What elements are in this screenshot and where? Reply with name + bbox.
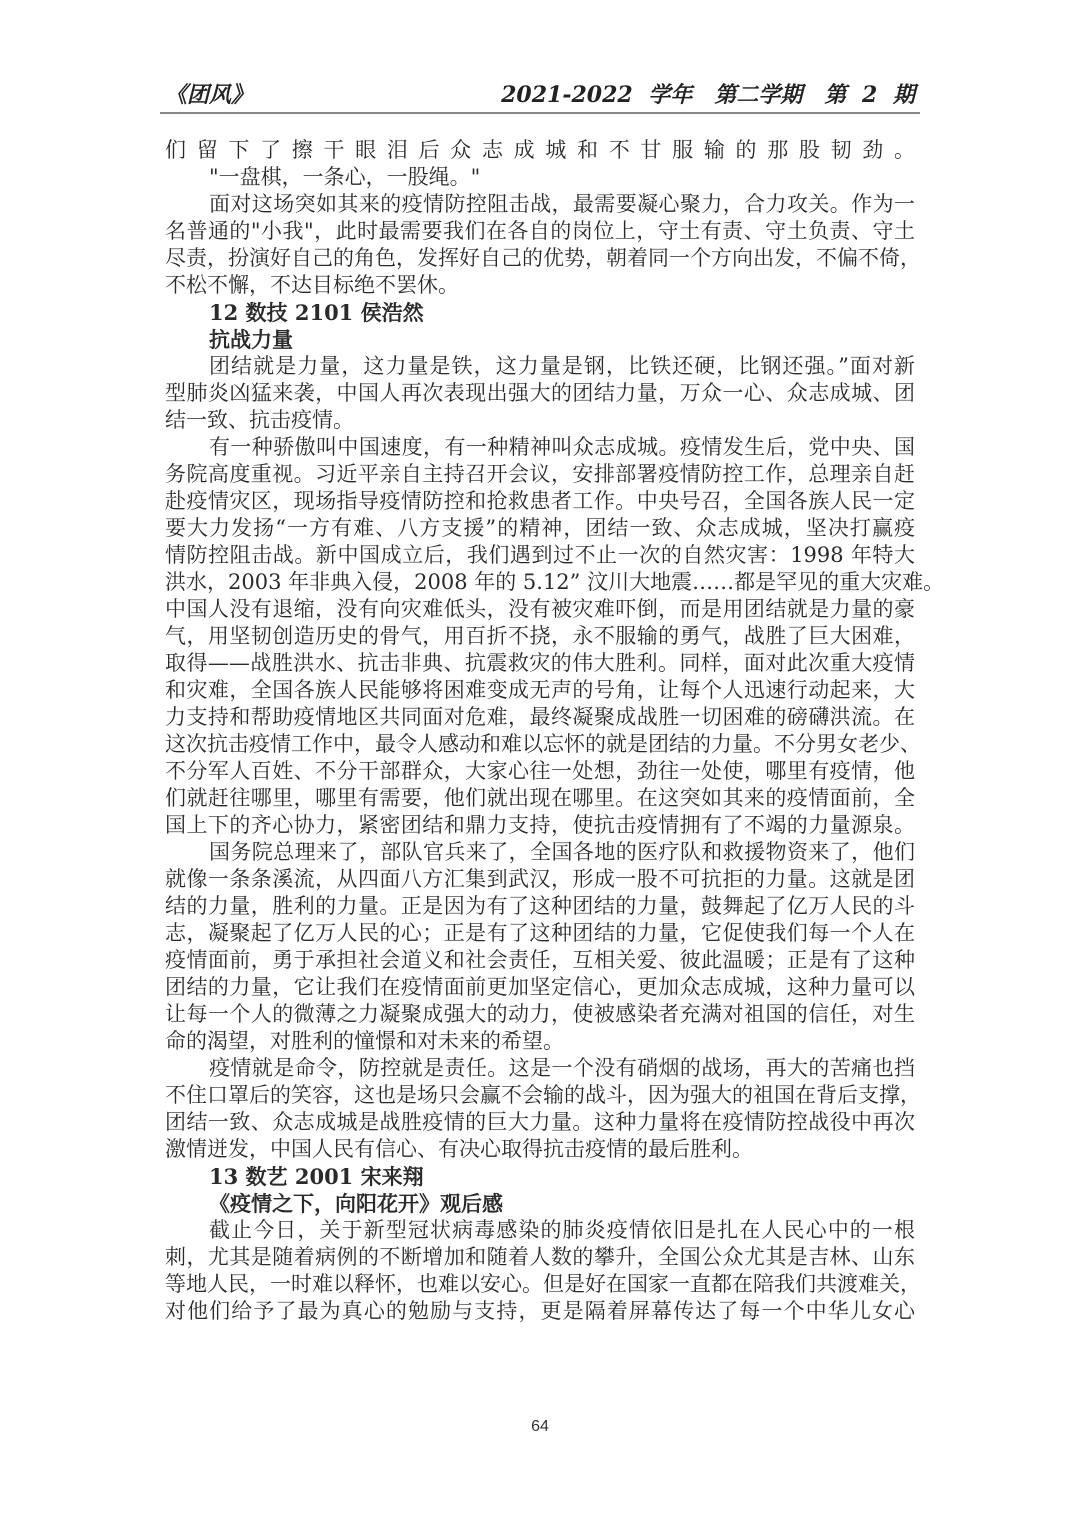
text-line: 国上下的齐心协力，紧密团结和鼎力支持，使抗击疫情拥有了不竭的力量源泉。 bbox=[165, 813, 915, 837]
article-title: 《疫情之下，向阳花开》观后感 bbox=[209, 1191, 503, 1216]
issue-info: 2021-2022 学年 第二学期 第 2 期 bbox=[501, 82, 915, 108]
text-line: 气，用坚韧创造历史的骨气，用百折不挠，永不服输的勇气，战胜了巨大困难， bbox=[165, 624, 915, 648]
article-title: 抗战力量 bbox=[209, 327, 293, 352]
text-line: 型肺炎凶猛来袭，中国人再次表现出强大的团结力量，万众一心、众志成城、团 bbox=[165, 381, 915, 405]
text-line: 不分军人百姓、不分干部群众，大家心往一处想，劲往一处使，哪里有疫情，他 bbox=[165, 759, 915, 783]
text-line: 等地人民，一时难以释怀，也难以安心。但是好在国家一直都在陪我们共渡难关， bbox=[165, 1272, 921, 1296]
text-line: 志，凝聚起了亿万人民的心；正是有了这种团结的力量，它促使我们每一个人在 bbox=[165, 921, 915, 945]
text-line: 国务院总理来了，部队官兵来了，全国各地的医疗队和救援物资来了，他们 bbox=[209, 840, 915, 864]
text-line: 团结就是力量，这力量是铁，这力量是钢，比铁还硬，比钢还强。”面对新 bbox=[209, 354, 915, 378]
text-line: 取得——战胜洪水、抗击非典、抗震救灾的伟大胜利。同样，面对此次重大疫情 bbox=[165, 651, 915, 675]
text-line: 让每一个人的微薄之力凝聚成强大的动力，使被感染者充满对祖国的信任，对生 bbox=[165, 1002, 915, 1026]
page-number: 64 bbox=[531, 1418, 549, 1435]
text-line: 力支持和帮助疫情地区共同面对危难，最终凝聚成战胜一切困难的磅礴洪流。在 bbox=[165, 705, 915, 729]
text-line: 不松不懈，不达目标绝不罢休。 bbox=[165, 273, 459, 297]
header-rule bbox=[160, 112, 920, 114]
text-line: 刺，尤其是随着病例的不断增加和随着人数的攀升，全国公众尤其是吉林、山东 bbox=[165, 1245, 915, 1269]
text-line: 这次抗击疫情工作中，最令人感动和难以忘怀的就是团结的力量。不分男女老少、 bbox=[165, 732, 921, 756]
author-heading: 12 数技 2101 侯浩然 bbox=[209, 300, 424, 325]
text-line: 们就赶往哪里，哪里有需要，他们就出现在哪里。在这突如其来的疫情面前，全 bbox=[165, 786, 915, 810]
text-line: 不住口罩后的笑容，这也是场只会赢不会输的战斗，因为强大的祖国在背后支撑， bbox=[165, 1083, 921, 1107]
text-line: 有一种骄傲叫中国速度，有一种精神叫众志成城。疫情发生后，党中央、国 bbox=[209, 435, 915, 459]
text-line: 赴疫情灾区，现场指导疫情防控和抢救患者工作。中央号召，全国各族人民一定 bbox=[165, 489, 915, 513]
text-line: 对他们给予了最为真心的勉励与支持，更是隔着屏幕传达了每一个中华儿女心 bbox=[165, 1299, 915, 1323]
text-line: 命的渴望，对胜利的憧憬和对未来的希望。 bbox=[165, 1029, 564, 1053]
text-line: 务院高度重视。习近平亲自主持召开会议，安排部署疫情防控工作，总理亲自赶 bbox=[165, 462, 915, 486]
article-body bbox=[165, 137, 945, 1325]
text-line: 和灾难，全国各族人民能够将困难变成无声的号角，让每个人迅速行动起来，大 bbox=[165, 678, 915, 702]
text-line: 们留下了擦干眼泪后众志成城和不甘服输的那股韧劲。 bbox=[165, 138, 915, 162]
text-line: "一盘棋，一条心，一股绳。" bbox=[209, 165, 481, 189]
text-line: 面对这场突如其来的疫情防控阻击战，最需要凝心聚力，合力攻关。作为一 bbox=[209, 192, 915, 216]
author-heading: 13 数艺 2001 宋来翔 bbox=[209, 1164, 424, 1189]
text-line: 团结的力量，它让我们在疫情面前更加坚定信心，更加众志成城，这种力量可以 bbox=[165, 975, 915, 999]
text-line: 就像一条条溪流，从四面八方汇集到武汉，形成一股不可抗拒的力量。这就是团 bbox=[165, 867, 915, 891]
text-line: 情防控阻击战。新中国成立后，我们遇到过不止一次的自然灾害：1998 年特大 bbox=[165, 543, 915, 567]
text-line: 激情迸发，中国人民有信心、有决心取得抗击疫情的最后胜利。 bbox=[165, 1137, 753, 1161]
text-line: 疫情面前，勇于承担社会道义和社会责任，互相关爱、彼此温暖；正是有了这种 bbox=[165, 948, 915, 972]
text-line: 尽责，扮演好自己的角色，发挥好自己的优势，朝着同一个方向出发，不偏不倚， bbox=[165, 246, 921, 270]
text-line: 要大力发扬“一方有难、八方支援”的精神，团结一致、众志成城，坚决打赢疫 bbox=[165, 516, 915, 540]
text-line: 结一致、抗击疫情。 bbox=[165, 408, 354, 432]
text-line: 疫情就是命令，防控就是责任。这是一个没有硝烟的战场，再大的苦痛也挡 bbox=[209, 1056, 915, 1080]
text-line: 截止今日，关于新型冠状病毒感染的肺炎疫情依旧是扎在人民心中的一根 bbox=[209, 1218, 915, 1242]
text-line: 洪水，2003 年非典入侵，2008 年的 5.12” 汶川大地震……都是罕见的重大灾难。 bbox=[165, 570, 945, 594]
journal-title: 《团风》 bbox=[165, 82, 254, 108]
text-line: 结的力量，胜利的力量。正是因为有了这种团结的力量，鼓舞起了亿万人民的斗 bbox=[165, 894, 915, 918]
text-line: 中国人没有退缩，没有向灾难低头，没有被灾难吓倒，而是用团结就是力量的豪 bbox=[165, 597, 915, 621]
text-line: 团结一致、众志成城是战胜疫情的巨大力量。这种力量将在疫情防控战役中再次 bbox=[165, 1110, 915, 1134]
text-line: 名普通的"小我"，此时最需要我们在各自的岗位上，守土有责、守土负责、守土 bbox=[165, 219, 915, 243]
